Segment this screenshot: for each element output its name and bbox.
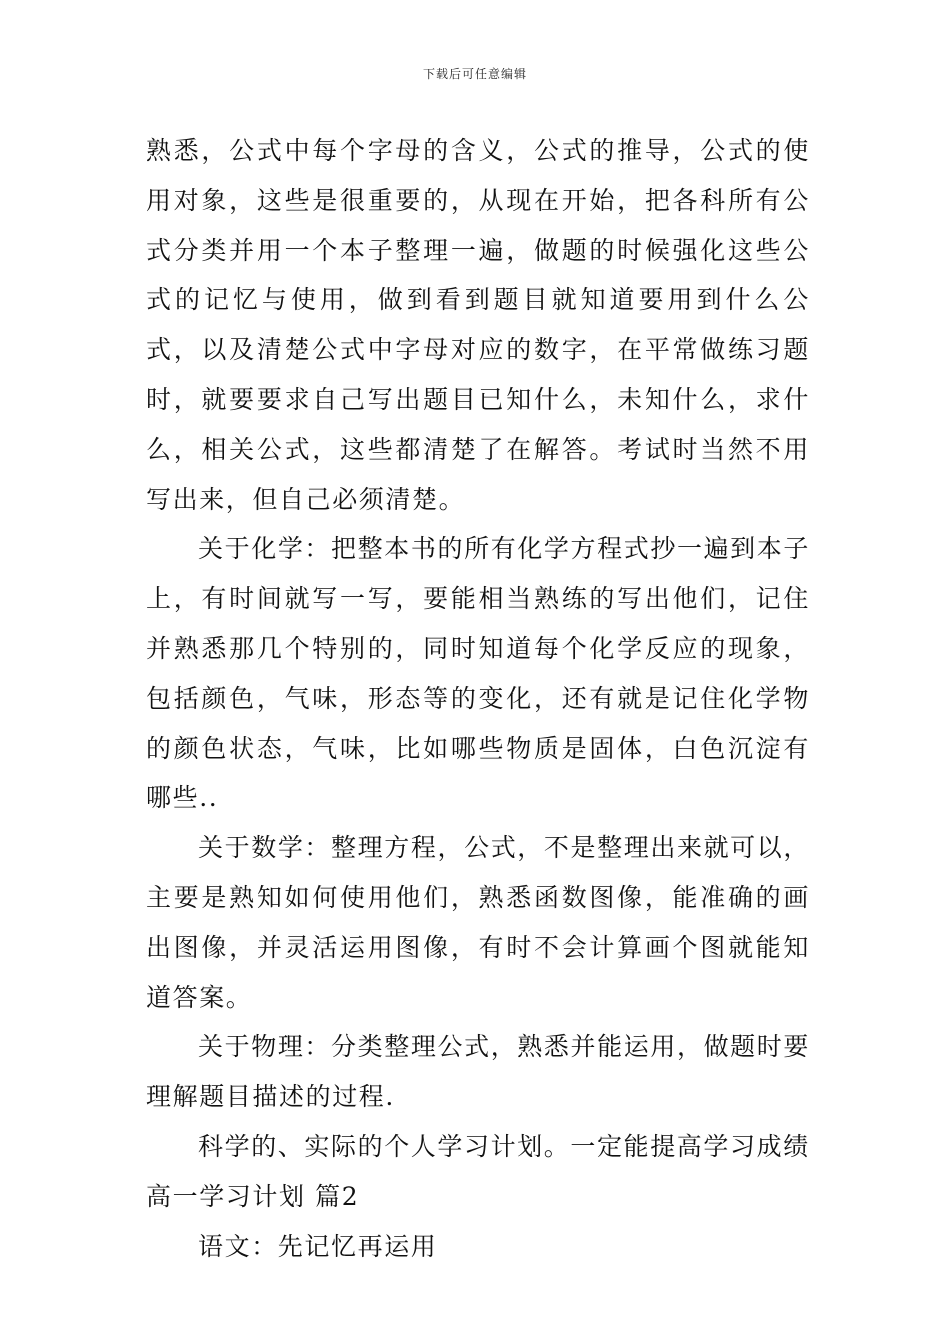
- paragraph-chinese-subject: 语文：先记忆再运用: [198, 1231, 438, 1261]
- page-header-note: 下载后可任意编辑: [422, 67, 527, 81]
- section-heading-plan-2: 高一学习计划 篇2: [146, 1181, 360, 1211]
- paragraph-formula-study: 熟悉，公式中每个字母的含义，公式的推导，公式的使用对象，这些是很重要的，从现在开始，把各科所有公式分类并用一个本子整理一遍，做题的时候强化这些公式的记忆与使用，做到看到题目就知道要用到什么公式，以及清楚公式中字母对应的数字，在平常做练习题时，就要要求自己写出题目已知什么，未知什么，求什么，相关公式，这些都清楚了在解答。考试时当然不用写出来，但自己必须清楚。: [146, 136, 810, 514]
- paragraph-physics: 关于物理：分类整理公式，熟悉并能运用，做题时要理解题目描述的过程.: [146, 1032, 810, 1112]
- paragraph-study-plan-summary: 科学的、实际的个人学习计划。一定能提高学习成绩: [198, 1131, 810, 1161]
- document-body: [146, 126, 810, 1271]
- paragraph-chemistry: 关于化学：把整本书的所有化学方程式抄一遍到本子上，有时间就写一写，要能相当熟练的写出他们，记住并熟悉那几个特别的，同时知道每个化学反应的现象，包括颜色，气味，形态等的变化，还有就是记住化学物的颜色状态，气味，比如哪些物质是固体，白色沉淀有哪些..: [146, 534, 810, 813]
- paragraph-math: 关于数学：整理方程，公式，不是整理出来就可以，主要是熟知如何使用他们，熟悉函数图像，能准确的画出图像，并灵活运用图像，有时不会计算画个图就能知道答案。: [146, 833, 810, 1012]
